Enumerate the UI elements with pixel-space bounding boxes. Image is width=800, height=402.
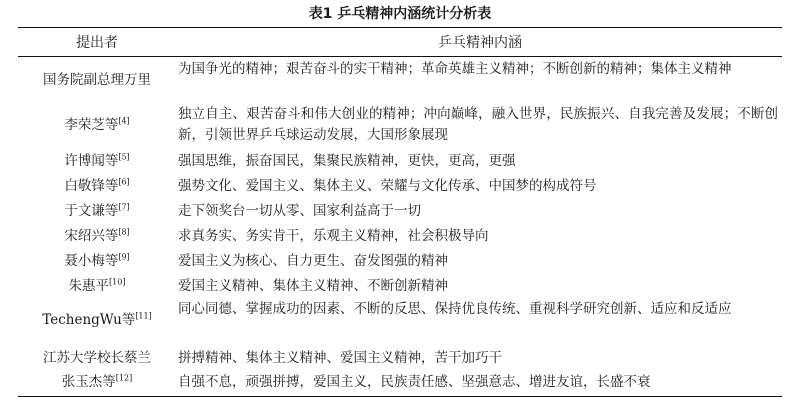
table-row bbox=[18, 298, 782, 342]
table-row bbox=[18, 175, 782, 198]
proposer-cell bbox=[18, 347, 176, 369]
table-row bbox=[18, 150, 782, 173]
proposer-name: 国务院副总理万里 bbox=[43, 72, 151, 88]
proposer-name: 白敬锋等 bbox=[64, 178, 119, 194]
content-cell: 为国争光的精神；艰苦奋斗的实干精神；革命英雄主义精神；不断创新的精神；集体主义精神 bbox=[178, 61, 732, 77]
content-cell: 强国思维，振奋国民，集聚民族精神，更快，更高，更强 bbox=[178, 153, 516, 169]
table-row bbox=[18, 103, 782, 147]
table-row bbox=[18, 347, 782, 370]
proposer-cell bbox=[18, 309, 176, 331]
citation-ref: [11] bbox=[135, 311, 152, 321]
proposer-name: TechengWu等 bbox=[42, 312, 136, 328]
content-cell: 拼搏精神、集体主义精神、爱国主义精神，苦干加巧干 bbox=[178, 350, 502, 366]
citation-ref: [4] bbox=[118, 116, 130, 126]
citation-ref: [6] bbox=[118, 177, 130, 187]
content-cell: 求真务实、务实肯干，乐观主义精神，社会积极导向 bbox=[178, 228, 489, 244]
proposer-name: 张玉杰等 bbox=[61, 374, 116, 390]
content-cell: 爱国主义为核心、自力更生、奋发图强的精神 bbox=[178, 253, 448, 269]
table-row bbox=[18, 200, 782, 223]
header-content: 乒乓精神内涵 bbox=[438, 35, 522, 51]
proposer-name: 宋绍兴等 bbox=[64, 228, 119, 244]
proposer-name: 江苏大学校长蔡兰 bbox=[43, 350, 151, 366]
citation-ref: [10] bbox=[109, 277, 126, 287]
proposer-name: 李荣芝等 bbox=[64, 117, 119, 133]
citation-ref: [12] bbox=[115, 373, 133, 383]
proposer-name: 许博闻等 bbox=[64, 153, 119, 169]
proposer-cell bbox=[18, 371, 176, 393]
proposer-name: 朱惠平 bbox=[68, 278, 110, 294]
table-caption: 表1 乒乓精神内涵统计分析表 bbox=[308, 6, 492, 22]
table-row bbox=[18, 275, 782, 298]
proposer-cell bbox=[18, 114, 176, 136]
table-row bbox=[18, 371, 782, 394]
content-cell: 自强不息，顽强拼搏，爱国主义，民族责任感、坚强意志、增进友谊，长盛不衰 bbox=[178, 374, 651, 390]
proposer-cell bbox=[18, 275, 176, 297]
content-cell: 同心同德、掌握成功的因素、不断的反思、保持优良传统、重视科学研究创新、适应和反适应 bbox=[178, 301, 732, 317]
content-cell: 强势文化、爱国主义、集体主义、荣耀与文化传承、中国梦的构成符号 bbox=[178, 178, 597, 194]
proposer-cell bbox=[18, 175, 176, 197]
citation-ref: [5] bbox=[118, 152, 130, 162]
citation-ref: [8] bbox=[118, 227, 130, 237]
proposer-cell bbox=[18, 225, 176, 247]
table-top-rule bbox=[18, 27, 782, 28]
proposer-cell bbox=[18, 150, 176, 172]
content-cell: 独立自主、艰苦奋斗和伟大创业的精神；冲向巅峰，融入世界，民族振兴、自我完善及发展；不断创新，引领世界乒乓球运动发展，大国形象展现 bbox=[178, 106, 778, 143]
table-row bbox=[18, 58, 782, 102]
table-row bbox=[18, 225, 782, 248]
proposer-cell bbox=[18, 200, 176, 222]
table-row bbox=[18, 250, 782, 273]
citation-ref: [9] bbox=[118, 252, 130, 262]
citation-ref: [7] bbox=[118, 202, 130, 212]
proposer-cell bbox=[18, 250, 176, 272]
proposer-cell bbox=[18, 69, 176, 91]
proposer-name: 聂小梅等 bbox=[64, 253, 119, 269]
proposer-name: 于文谦等 bbox=[64, 203, 119, 219]
table-bottom-rule bbox=[18, 396, 782, 397]
header-proposer: 提出者 bbox=[76, 35, 118, 51]
content-cell: 爱国主义精神、集体主义精神、不断创新精神 bbox=[178, 278, 448, 294]
content-cell: 走下领奖台一切从零、国家利益高于一切 bbox=[178, 203, 421, 219]
table-header-rule bbox=[18, 56, 782, 57]
